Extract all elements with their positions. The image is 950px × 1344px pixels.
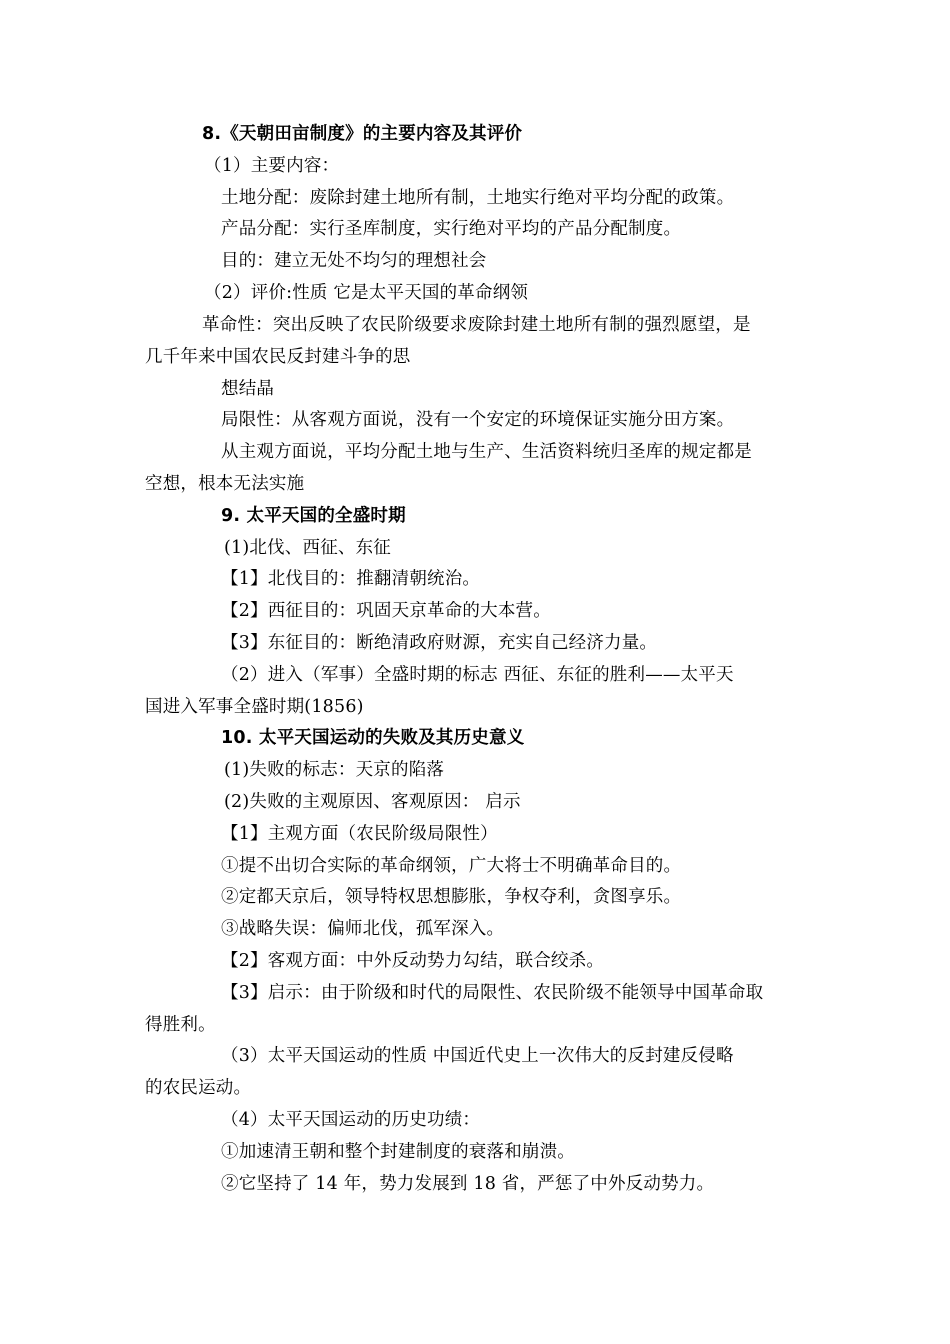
section-8-line-8: 想结晶 [221,379,275,399]
section-8-line-10: 从主观方面说，平均分配土地与生产、生活资料统归圣库的规定都是 [221,442,752,462]
section-8-line-7: 几千年来中国农民反封建斗争的思 [145,347,411,367]
section-8-heading: 8.《天朝田亩制度》的主要内容及其评价 [202,124,523,144]
section-9-line-3: 【2】西征目的：巩固天京革命的大本营。 [221,601,551,621]
section-10-line-13: ①加速清王朝和整个封建制度的衰落和崩溃。 [221,1142,575,1162]
section-8-line-1: （1）主要内容： [204,156,340,176]
section-10-line-4: ①提不出切合实际的革命纲领，广大将士不明确革命目的。 [221,856,682,876]
section-8-line-9: 局限性：从客观方面说，没有一个安定的环境保证实施分田方案。 [221,410,735,430]
section-9-heading: 9. 太平天国的全盛时期 [221,506,406,526]
section-10-line-3: 【1】主观方面（农民阶级局限性） [221,824,498,844]
section-9-line-2: 【1】北伐目的：推翻清朝统治。 [221,569,481,589]
section-9-line-5: （2）进入（军事）全盛时期的标志 西征、东征的胜利——太平天 [221,665,734,685]
section-10-line-9: 得胜利。 [145,1015,216,1035]
section-9-line-1: (1)北伐、西征、东征 [224,538,391,558]
section-10-line-2: (2)失败的主观原因、客观原因： 启示 [224,792,521,812]
section-10-line-6: ③战略失误：偏师北伐，孤军深入。 [221,919,505,939]
section-8-line-4: 目的：建立无处不均匀的理想社会 [221,251,487,271]
section-8-line-11: 空想，根本无法实施 [145,474,305,494]
section-10-heading: 10. 太平天国运动的失败及其历史意义 [221,728,525,748]
section-10-line-11: 的农民运动。 [145,1078,252,1098]
section-10-line-10: （3）太平天国运动的性质 中国近代史上一次伟大的反封建反侵略 [221,1046,734,1066]
section-10-line-7: 【2】客观方面：中外反动势力勾结，联合绞杀。 [221,951,605,971]
section-8-line-2: 土地分配：废除封建土地所有制，土地实行绝对平均分配的政策。 [221,188,735,208]
section-10-line-14: ②它坚持了 14 年，势力发展到 18 省，严惩了中外反动势力。 [221,1174,715,1194]
section-10-line-1: (1)失败的标志：天京的陷落 [224,760,445,780]
section-10-line-5: ②定都天京后，领导特权思想膨胀，争权夺利，贪图享乐。 [221,887,682,907]
section-8-line-3: 产品分配：实行圣库制度，实行绝对平均的产品分配制度。 [221,219,682,239]
section-10-line-8: 【3】启示：由于阶级和时代的局限性、农民阶级不能领导中国革命取 [221,983,764,1003]
section-8-line-6: 革命性：突出反映了农民阶级要求废除封建土地所有制的强烈愿望，是 [202,315,751,335]
section-9-line-6: 国进入军事全盛时期(1856) [145,697,364,717]
section-10-line-12: （4）太平天国运动的历史功绩： [221,1110,481,1130]
section-9-line-4: 【3】东征目的：断绝清政府财源，充实自己经济力量。 [221,633,658,653]
section-8-line-5: （2）评价:性质 它是太平天国的革命纲领 [204,283,529,303]
